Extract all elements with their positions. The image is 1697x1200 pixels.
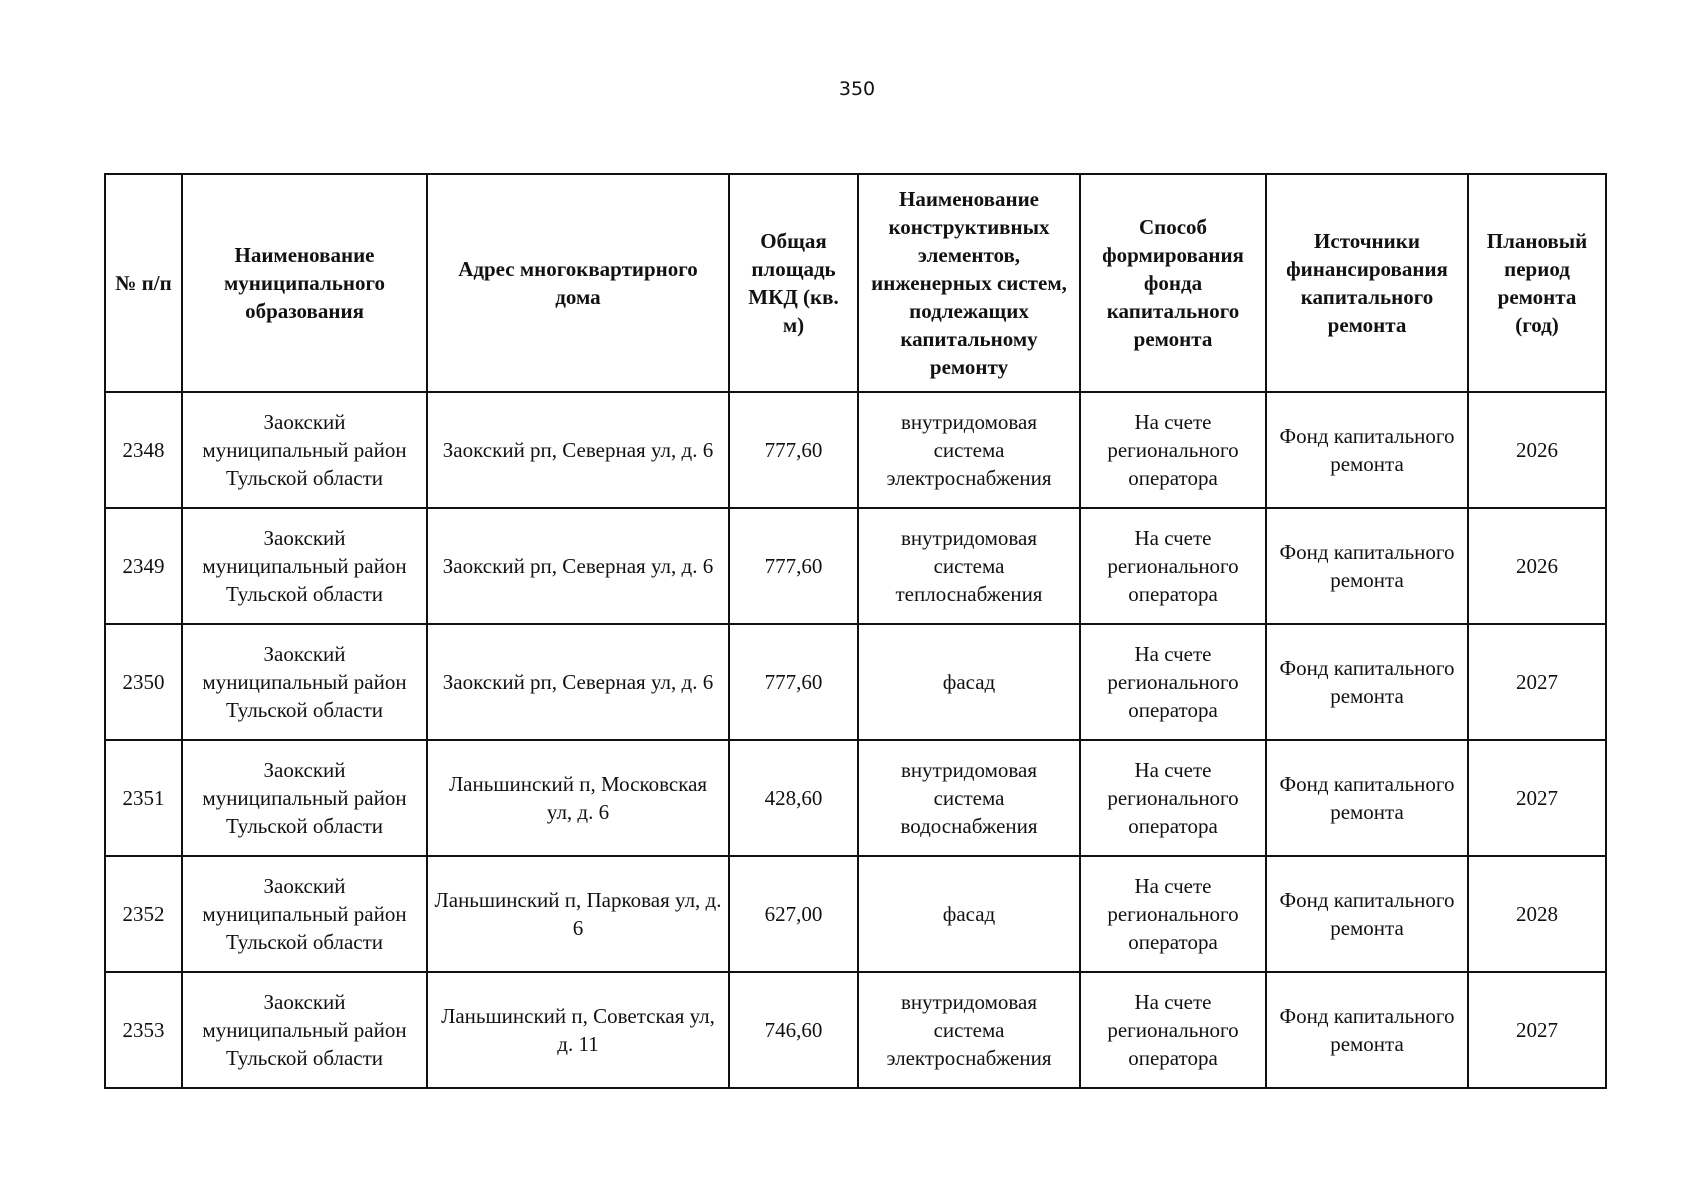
cell-period: 2027 [1468,624,1606,740]
cell-formation: На счете регионального оператора [1080,856,1266,972]
header-row [105,174,1606,392]
cell-formation: На счете регионального оператора [1080,972,1266,1088]
cell-municipality: Заокский муниципальный район Тульской области [182,508,427,624]
cell-address: Ланьшинский п, Московская ул, д. 6 [427,740,729,856]
cell-period: 2026 [1468,392,1606,508]
cell-elements: фасад [858,856,1080,972]
cell-sources: Фонд капитального ремонта [1266,624,1468,740]
table-body [105,392,1606,1088]
header-elements: Наименование конструктивных элементов, инженерных систем, подлежащих капитальному ремонту [858,174,1080,392]
cell-sources: Фонд капитального ремонта [1266,740,1468,856]
cell-num: 2352 [105,856,182,972]
cell-elements: внутридомовая система водоснабжения [858,740,1080,856]
table-row [105,392,1606,508]
cell-elements: внутридомовая система теплоснабжения [858,508,1080,624]
cell-area: 777,60 [729,508,858,624]
cell-municipality: Заокский муниципальный район Тульской области [182,856,427,972]
cell-sources: Фонд капитального ремонта [1266,508,1468,624]
cell-num: 2353 [105,972,182,1088]
cell-elements: фасад [858,624,1080,740]
cell-municipality: Заокский муниципальный район Тульской области [182,392,427,508]
header-address: Адрес многоквартирного дома [427,174,729,392]
table-row [105,856,1606,972]
cell-municipality: Заокский муниципальный район Тульской области [182,624,427,740]
cell-address: Заокский рп, Северная ул, д. 6 [427,392,729,508]
cell-num: 2350 [105,624,182,740]
cell-area: 746,60 [729,972,858,1088]
cell-formation: На счете регионального оператора [1080,740,1266,856]
table-row [105,624,1606,740]
header-municipality: Наименование муниципального образования [182,174,427,392]
cell-address: Ланьшинский п, Советская ул, д. 11 [427,972,729,1088]
cell-municipality: Заокский муниципальный район Тульской области [182,972,427,1088]
repair-schedule-table [104,173,1607,1089]
header-num: № п/п [105,174,182,392]
cell-sources: Фонд капитального ремонта [1266,856,1468,972]
cell-sources: Фонд капитального ремонта [1266,972,1468,1088]
table-row [105,972,1606,1088]
cell-num: 2349 [105,508,182,624]
cell-num: 2348 [105,392,182,508]
cell-address: Заокский рп, Северная ул, д. 6 [427,624,729,740]
cell-formation: На счете регионального оператора [1080,624,1266,740]
cell-period: 2026 [1468,508,1606,624]
cell-address: Ланьшинский п, Парковая ул, д. 6 [427,856,729,972]
cell-period: 2027 [1468,740,1606,856]
table-row [105,740,1606,856]
cell-formation: На счете регионального оператора [1080,392,1266,508]
cell-formation: На счете регионального оператора [1080,508,1266,624]
cell-elements: внутридомовая система электроснабжения [858,392,1080,508]
cell-area: 777,60 [729,624,858,740]
table-header [105,174,1606,392]
cell-address: Заокский рп, Северная ул, д. 6 [427,508,729,624]
table-row [105,508,1606,624]
cell-period: 2027 [1468,972,1606,1088]
header-sources: Источники финансирования капитального ремонта [1266,174,1468,392]
cell-sources: Фонд капитального ремонта [1266,392,1468,508]
cell-period: 2028 [1468,856,1606,972]
page-number: 350 [838,78,876,100]
cell-area: 777,60 [729,392,858,508]
cell-area: 428,60 [729,740,858,856]
cell-num: 2351 [105,740,182,856]
cell-area: 627,00 [729,856,858,972]
cell-elements: внутридомовая система электроснабжения [858,972,1080,1088]
header-period: Плановый период ремонта (год) [1468,174,1606,392]
cell-municipality: Заокский муниципальный район Тульской области [182,740,427,856]
header-formation: Способ формирования фонда капитального ремонта [1080,174,1266,392]
header-area: Общая площадь МКД (кв. м) [729,174,858,392]
